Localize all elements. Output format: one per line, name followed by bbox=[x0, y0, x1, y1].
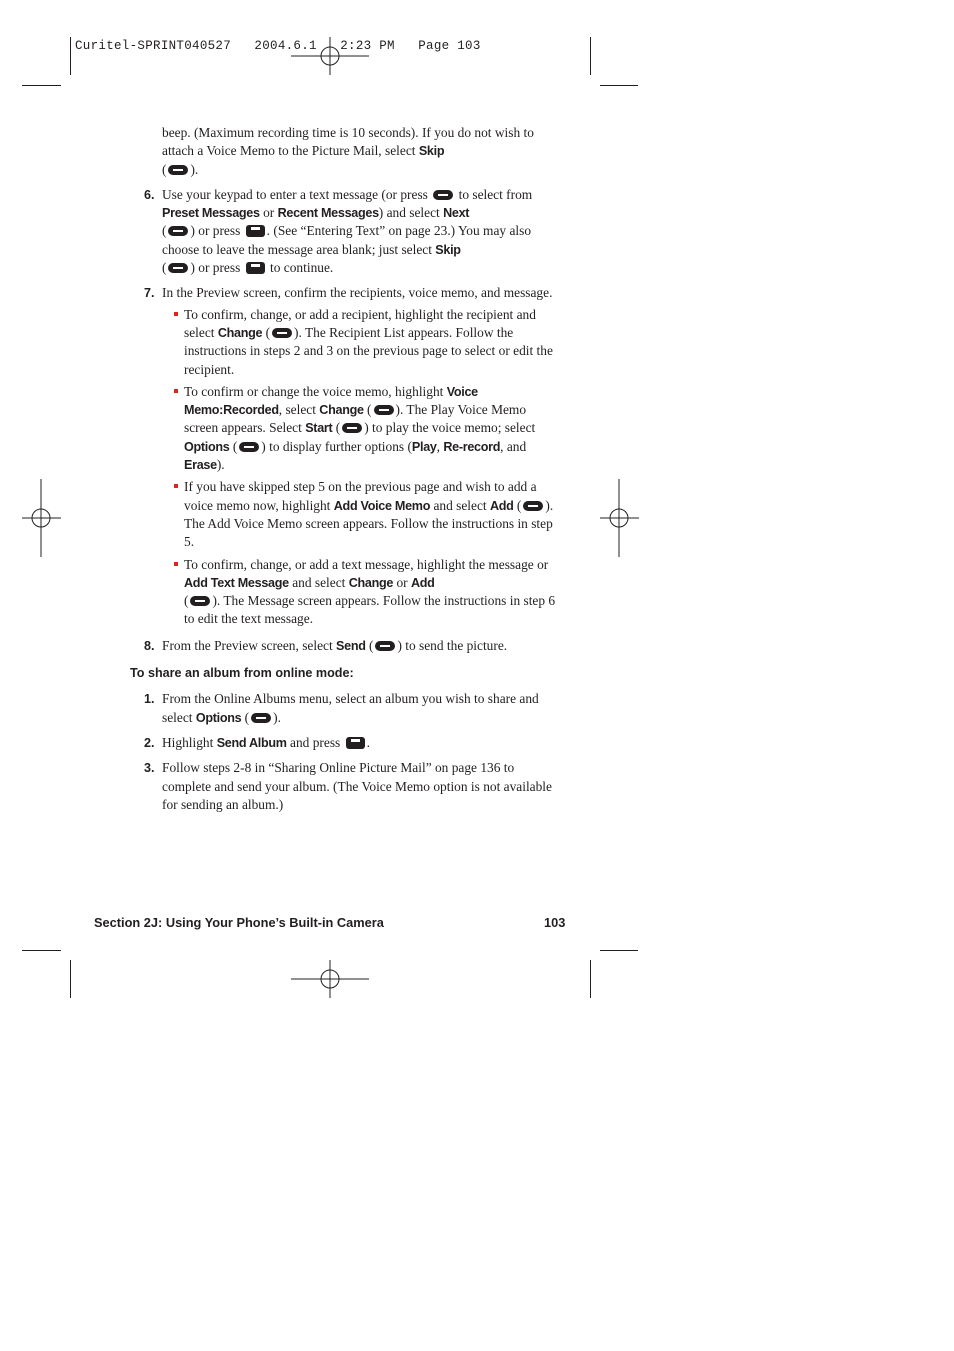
left-softkey-icon bbox=[433, 190, 453, 200]
step-6: 6. Use your keypad to enter a text message (or press to select from Preset Messages or Recent Messages) and select Next ( ) or press . (See “Entering Text” on page 23.) You may also choose to leave the message area blank; just select Skip ( ) or press to continue. bbox=[144, 186, 533, 276]
subheading: To share an album from online mode: bbox=[130, 666, 354, 681]
bullet-recipient: To confirm, change, or add a recipient, highlight the recipient and select Change ( ). The Recipient List appears. Follow the instructions in steps 2 and 3 on the previous page to select or edit the recipient. bbox=[130, 306, 560, 379]
crop-mark bbox=[600, 950, 638, 951]
left-softkey-icon bbox=[342, 423, 362, 433]
right-softkey-icon bbox=[523, 501, 543, 511]
right-softkey-icon bbox=[374, 405, 394, 415]
right-softkey-icon bbox=[168, 226, 188, 236]
album-step-3: 3. Follow steps 2-8 in “Sharing Online Picture Mail” on page 136 to complete and send your album. (The Voice Memo option is not available for sending an album.) bbox=[144, 760, 552, 812]
step-8: 8. From the Preview screen, select Send ( ) to send the picture. bbox=[144, 637, 508, 653]
print-slug: Curitel-SPRINT040527 2004.6.1 2:23 PM Page 103 bbox=[75, 39, 481, 53]
ok-key-icon bbox=[246, 225, 265, 237]
bullet-voice-memo: To confirm or change the voice memo, highlight Voice Memo:Recorded, select Change ( ). The Play Voice Memo screen appears. Select Start ( ) to play the voice memo; select Options ( ) to display further options (Play, Re-record, and Erase). bbox=[130, 383, 560, 474]
step-7-bullets bbox=[130, 306, 560, 629]
bullet-text-message: To confirm, change, or add a text message, highlight the message or Add Text Message and select Change or Add ( ). The Message screen appears. Follow the instructions in step 6 to edit the text message. bbox=[130, 556, 560, 629]
bullet-add-voice-memo: If you have skipped step 5 on the previous page and wish to add a voice memo now, highlight Add Voice Memo and select Add ( ). The Add Voice Memo screen appears. Follow the instructions in step 5. bbox=[130, 478, 560, 551]
ok-key-icon bbox=[246, 262, 265, 274]
footer-page-number: 103 bbox=[544, 915, 566, 930]
crop-mark bbox=[70, 960, 71, 998]
bullet-marker bbox=[174, 389, 178, 393]
registration-mark-top bbox=[291, 37, 369, 75]
right-softkey-icon bbox=[239, 442, 259, 452]
crop-mark bbox=[590, 37, 591, 75]
right-softkey-icon bbox=[168, 165, 188, 175]
right-softkey-icon bbox=[168, 263, 188, 273]
footer-section-title: Section 2J: Using Your Phone’s Built-in Camera bbox=[94, 915, 384, 930]
right-softkey-icon bbox=[190, 596, 210, 606]
crop-mark bbox=[70, 37, 71, 75]
step-7: 7. In the Preview screen, confirm the recipients, voice memo, and message. To confirm, change, or add a recipient, highlight the recipient and select Change ( ). The Recipient List appears. Follow the instructions in steps 2 and 3 on the previous page to select or edit the recipient. To confirm or change the voice memo, highlight Voice Memo:Recorded, select Change ( ). The Play Voice Memo screen appears. Select Start ( ) to play the voice memo; select Options ( ) to display further options (Play, Re-record, and Erase). If you have skipped step 5 on the previous page and wish to add a voice memo now, highlight Add Voice Memo and select Add ( ). The Add Voice Memo screen appears. Follow the instructions in step 5. To confirm, change, or add a text message, highlight the message or Add Text Message and select Change or Add ( ). The Message screen appears. Follow the instructions in step 6 to edit the text message. bbox=[130, 284, 560, 628]
album-step-2: 2. Highlight Send Album and press . bbox=[144, 734, 370, 750]
crop-mark bbox=[22, 950, 61, 951]
crop-mark bbox=[600, 85, 638, 86]
crop-mark bbox=[22, 85, 61, 86]
bullet-marker bbox=[174, 562, 178, 566]
registration-mark-left bbox=[22, 479, 61, 557]
right-softkey-icon bbox=[272, 328, 292, 338]
page-content bbox=[130, 124, 560, 821]
bullet-marker bbox=[174, 484, 178, 488]
registration-mark-bottom bbox=[291, 960, 369, 998]
ok-key-icon bbox=[346, 737, 365, 749]
album-step-1: 1. From the Online Albums menu, select an album you wish to share and select Options ( ). bbox=[144, 691, 539, 725]
registration-mark-right bbox=[600, 479, 639, 557]
intro-paragraph: beep. (Maximum recording time is 10 seconds). If you do not wish to attach a Voice Memo to the Picture Mail, select Skip ( ). bbox=[162, 125, 534, 177]
bullet-marker bbox=[174, 312, 178, 316]
right-softkey-icon bbox=[251, 713, 271, 723]
crop-mark bbox=[590, 960, 591, 998]
left-softkey-icon bbox=[375, 641, 395, 651]
